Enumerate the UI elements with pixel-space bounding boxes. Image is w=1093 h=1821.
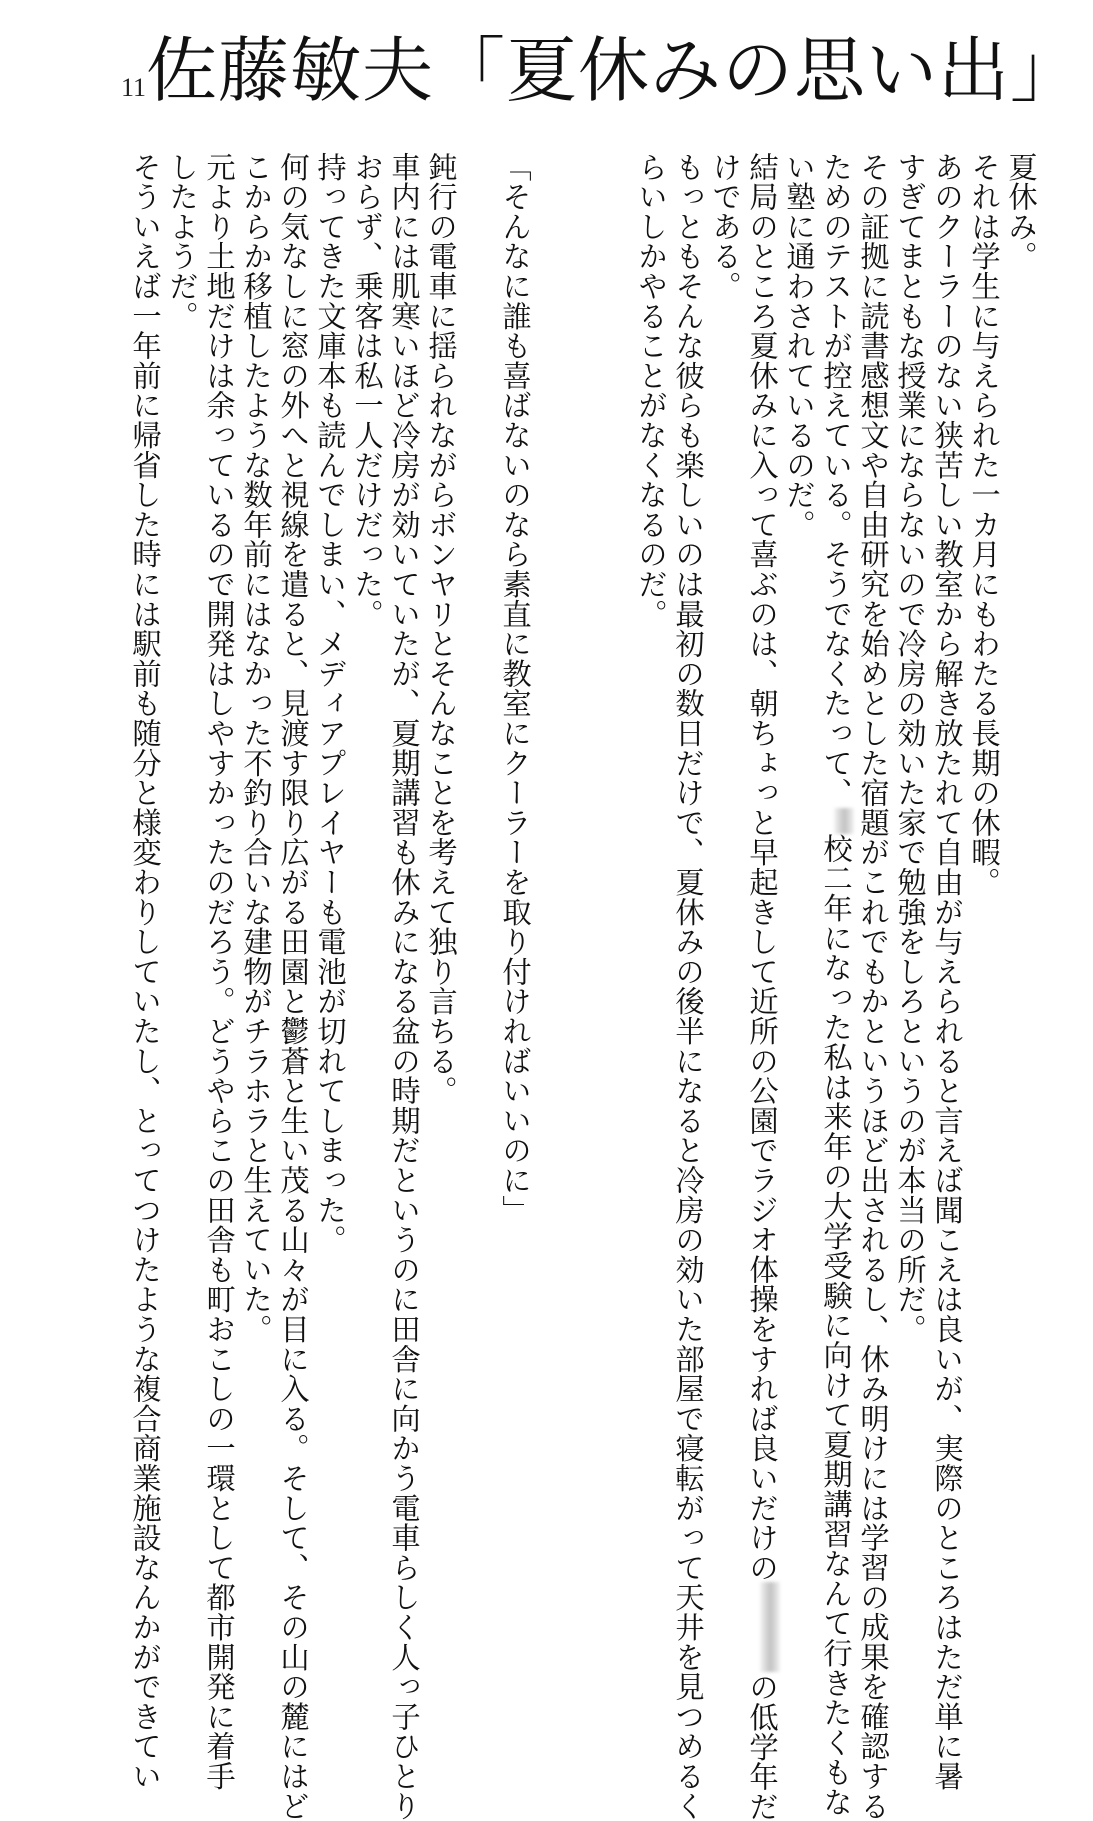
column-text: 車内には肌寒いほど冷房が効いていたが、夏期講習も休みになる盆の時期だというのに田舎に向かう電車らしく人っ子ひとり bbox=[387, 152, 421, 1821]
column-text: その証拠に読書感想文や自由研究を始めとした宿題がこれでもかというほど出されるし、休み明けには学習の成果を確認する bbox=[856, 152, 890, 1821]
text-column bbox=[311, 152, 349, 1402]
column-text: 何の気なしに窓の外へと視線を遣ると、見渡す限り広がる田園と鬱蒼と生い茂る山々が目に入る。そして、その山の麓にはど bbox=[276, 152, 310, 1821]
column-text: い塾に通わされているのだ。 bbox=[782, 152, 816, 540]
text-column bbox=[459, 152, 497, 1402]
column-text: おらず、乗客は私一人だけだった。 bbox=[350, 152, 384, 629]
column-text: こからか移植したような数年前にはなかった不釣り合いな建物がチラホラと生えていた。 bbox=[239, 152, 273, 1344]
page-title: 佐藤敏夫「夏休みの思い出」 bbox=[146, 29, 1083, 112]
text-column bbox=[632, 152, 670, 1402]
text-column bbox=[928, 152, 966, 1791]
column-text-continued: の低学年だ bbox=[745, 1672, 779, 1821]
text-column bbox=[163, 152, 201, 1402]
column-text: 「そんなに誰も喜ばないのなら素直に教室にクーラーを取り付ければいいのに」 bbox=[498, 152, 532, 1225]
column-text: すぎてまともな授業にならないので冷房の効いた家で勉強をしろというのが本当の所だ。 bbox=[893, 152, 927, 1344]
text-column bbox=[780, 152, 818, 1402]
column-text: 鈍行の電車に揺られながらボンヤリとそんなことを考えて独り言ちる。 bbox=[424, 152, 458, 1106]
text-column bbox=[200, 152, 238, 1791]
text-column bbox=[595, 152, 633, 1402]
column-text: ためのテストが控えている。そうでなくたって、 bbox=[819, 152, 853, 808]
text-column bbox=[669, 152, 707, 1821]
column-text: もっともそんな彼らも楽しいのは最初の数日だけで、夏休みの後半になると冷房の効いた部屋で寝転がって天井を見つめるく bbox=[671, 152, 705, 1821]
column-text: あのクーラーのない狭苦しい教室から解き放たれて自由が与えられると言えば聞こえは良いが、実際のところはただ単に暑 bbox=[930, 152, 964, 1791]
column-text: そういえば一年前に帰省した時には駅前も随分と様変わりしていたし、とってつけたような複合商業施設なんかができてい bbox=[128, 152, 162, 1791]
text-column bbox=[817, 152, 855, 1818]
column-text: それは学生に与えられた一カ月にもわたる長期の休暇。 bbox=[967, 152, 1001, 897]
text-column bbox=[422, 152, 460, 1402]
column-text: 結局のところ夏休みに入って喜ぶのは、朝ちょっと早起きして近所の公園でラジオ体操をすれば良いだけの bbox=[745, 152, 779, 1583]
text-column bbox=[706, 152, 744, 1402]
text-column bbox=[891, 152, 929, 1402]
page-number: 11 bbox=[121, 73, 147, 102]
text-column bbox=[965, 152, 1003, 1402]
column-text: 持ってきた文庫本も読んでしまい、メディアプレイヤーも電池が切れてしまった。 bbox=[313, 152, 347, 1255]
censor-blur bbox=[760, 1582, 780, 1672]
column-text: らいしかやることがなくなるのだ。 bbox=[634, 152, 668, 629]
text-column bbox=[854, 152, 892, 1821]
column-text: けである。 bbox=[708, 152, 742, 301]
column-text: 元より土地だけは余っているので開発はしやすかったのだろう。どうやらこの田舎も町おこしの一環として都市開発に着手 bbox=[202, 152, 236, 1791]
text-column bbox=[385, 152, 423, 1821]
text-column bbox=[237, 152, 275, 1402]
text-column bbox=[743, 152, 781, 1821]
text-column bbox=[1002, 152, 1040, 1402]
censor-blur bbox=[834, 808, 854, 834]
body-text bbox=[120, 152, 1040, 1821]
text-column bbox=[274, 152, 312, 1821]
column-text: 夏休み。 bbox=[1004, 152, 1038, 272]
column-text-continued: 校二年になった私は来年の大学受験に向けて夏期講習なんて行きたくもな bbox=[819, 833, 853, 1818]
text-column bbox=[126, 152, 164, 1791]
column-text: したようだ。 bbox=[165, 152, 199, 331]
text-column bbox=[348, 152, 386, 1402]
text-column bbox=[496, 152, 534, 1402]
